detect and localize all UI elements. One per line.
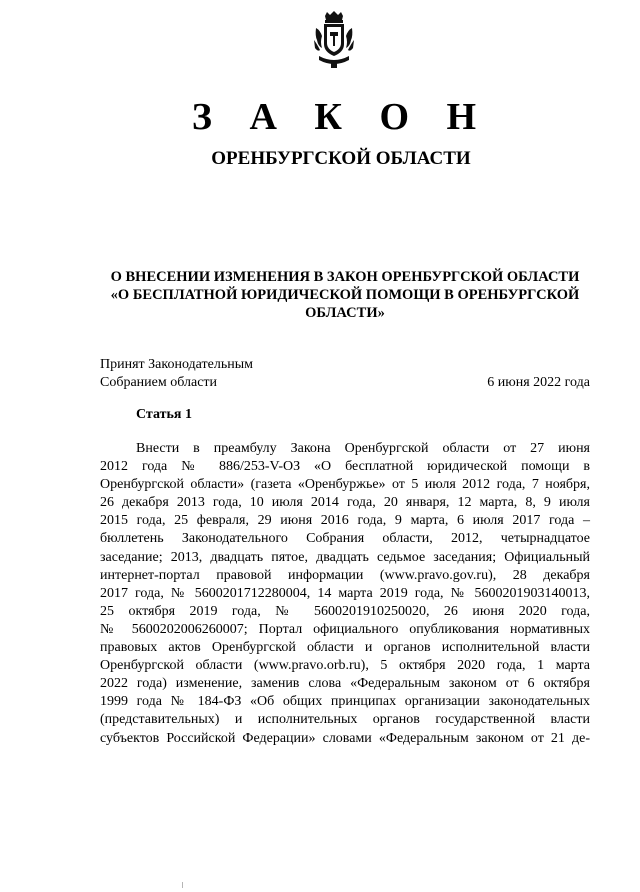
body-line: Оренбургской области» (газета «Оренбуржье» от 5 июля 2012 года, 7 ноября, bbox=[100, 477, 590, 493]
article-body bbox=[100, 440, 590, 748]
body-line: заседание; 2013, двадцать пятое, двадцать седьмое заседания; Официальный bbox=[100, 549, 590, 565]
adoption-date: 6 июня 2022 года bbox=[487, 375, 590, 390]
body-line: Внести в преамбулу Закона Оренбургской области от 27 июня bbox=[136, 441, 590, 456]
body-line: 2022 года) изменение, заменив слова «Федеральным законом от 6 октября bbox=[100, 676, 590, 692]
coat-of-arms-icon bbox=[311, 10, 357, 70]
body-line: бюллетень Законодательного Собрания области, 2012, четырнадцатое bbox=[100, 531, 590, 547]
law-heading bbox=[100, 268, 590, 322]
adopted-by-line: Принят Законодательным bbox=[100, 357, 253, 372]
body-line: правовых актов Оренбургской области и органов исполнительной власти bbox=[100, 640, 590, 656]
body-line: 2012 года № 886/253-V-ОЗ «О бесплатной юридической помощи в bbox=[100, 459, 590, 475]
body-line: интернет-портал правовой информации (www.pravo.gov.ru), 28 декабря bbox=[100, 567, 590, 583]
body-line: 1999 года № 184-ФЗ «Об общих принципах организации законодательных bbox=[100, 694, 590, 710]
coat-of-arms-emblem bbox=[311, 10, 357, 70]
body-line: Оренбургской области (www.pravo.orb.ru), 5 октября 2020 года, 1 марта bbox=[100, 658, 590, 674]
law-heading-line: О ВНЕСЕНИИ ИЗМЕНЕНИЯ В ЗАКОН ОРЕНБУРГСКОЙ ОБЛАСТИ bbox=[110, 269, 580, 285]
law-heading-line: ОБЛАСТИ» bbox=[305, 305, 385, 321]
body-line: субъектов Российской Федерации» словами «Федеральным законом от 21 де- bbox=[100, 730, 590, 746]
adopted-by-line: Собранием области bbox=[100, 375, 218, 390]
body-line: 2015 года, 25 февраля, 29 июня 2016 года, 9 марта, 6 июля 2017 года – bbox=[100, 513, 590, 529]
body-line: 26 декабря 2013 года, 10 июля 2014 года, 20 января, 12 марта, 8, 9 июля bbox=[100, 495, 590, 511]
body-line: № 5600202006260007; Портал официального опубликования нормативных bbox=[100, 621, 590, 637]
article-label: Статья 1 bbox=[136, 407, 192, 422]
body-line: (представительных) и исполнительных органов государственной власти bbox=[100, 712, 590, 728]
adoption-block bbox=[100, 356, 590, 392]
law-heading-line: «О БЕСПЛАТНОЙ ЮРИДИЧЕСКОЙ ПОМОЩИ В ОРЕНБУРГСКОЙ bbox=[110, 287, 580, 303]
body-line: 25 октября 2019 года, № 5600201910250020, 26 июня 2020 года, bbox=[100, 603, 590, 619]
document-title: З А К О Н bbox=[191, 96, 491, 138]
document-subtitle: ОРЕНБУРГСКОЙ ОБЛАСТИ bbox=[211, 148, 471, 169]
page-edge-mark bbox=[182, 882, 183, 888]
body-line: 2017 года, № 5600201712280004, 14 марта 2019 года, № 5600201903140013, bbox=[100, 585, 590, 601]
